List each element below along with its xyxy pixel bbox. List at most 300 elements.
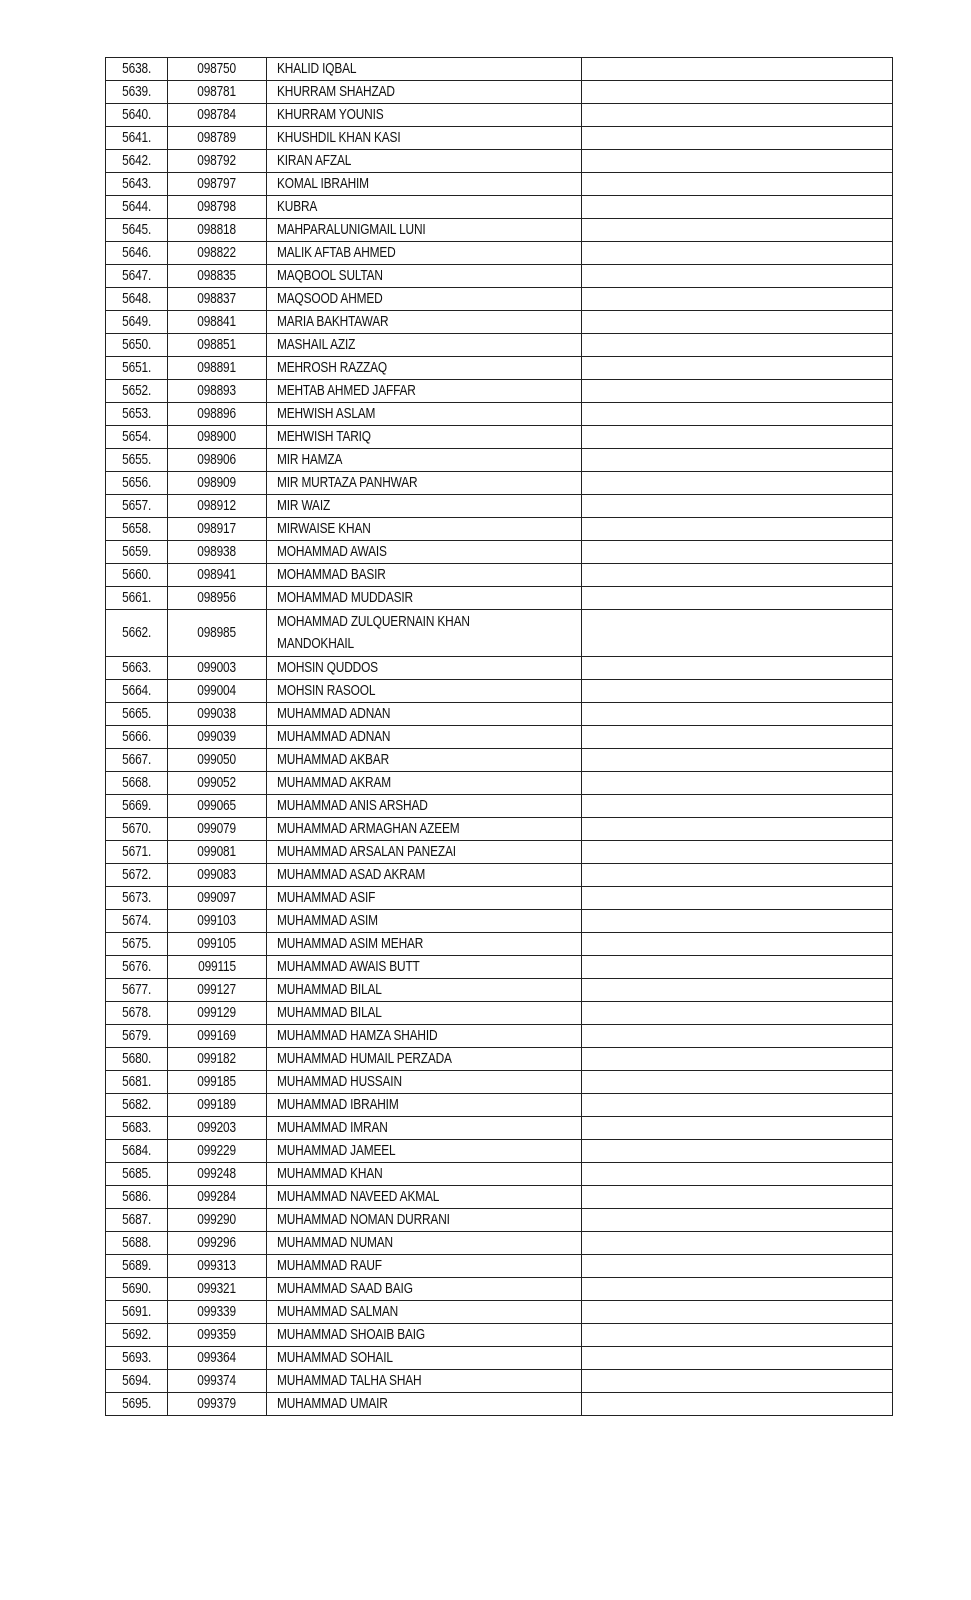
roll-number-cell xyxy=(168,403,267,426)
table-row xyxy=(106,1002,893,1025)
roll-number-cell xyxy=(168,1324,267,1347)
table-row xyxy=(106,495,893,518)
table-row xyxy=(106,979,893,1002)
table-row xyxy=(106,518,893,541)
candidate-name-cell xyxy=(267,1370,582,1393)
candidate-name-cell xyxy=(267,587,582,610)
serial-number-cell-text: 5686. xyxy=(122,1189,151,1205)
roll-number-cell-text: 098798 xyxy=(197,199,237,215)
candidate-name-cell-text: MUHAMMAD JAMEEL xyxy=(277,1143,396,1159)
table-row xyxy=(106,173,893,196)
serial-number-cell xyxy=(106,1048,168,1071)
serial-number-cell xyxy=(106,541,168,564)
roll-number-cell-text: 099203 xyxy=(197,1120,237,1136)
candidate-name-cell xyxy=(267,956,582,979)
remarks-cell xyxy=(582,1278,893,1301)
candidate-name-cell-text: MUHAMMAD ASAD AKRAM xyxy=(277,867,426,883)
candidate-name-cell-text: MIR MURTAZA PANHWAR xyxy=(277,475,418,491)
roll-number-cell-text: 099229 xyxy=(197,1143,237,1159)
roll-number-cell xyxy=(168,795,267,818)
serial-number-cell-text: 5685. xyxy=(122,1166,151,1182)
remarks-cell xyxy=(582,1347,893,1370)
remarks-cell xyxy=(582,864,893,887)
table-row xyxy=(106,357,893,380)
table-row xyxy=(106,104,893,127)
serial-number-cell-text: 5643. xyxy=(122,176,151,192)
serial-number-cell-text: 5661. xyxy=(122,590,151,606)
roll-number-cell xyxy=(168,1301,267,1324)
table-row xyxy=(106,1301,893,1324)
candidate-name-cell-text: MAHPARALUNIGMAIL LUNI xyxy=(277,222,426,238)
roll-number-cell xyxy=(168,357,267,380)
remarks-cell xyxy=(582,1117,893,1140)
table-row xyxy=(106,680,893,703)
candidate-name-cell xyxy=(267,150,582,173)
serial-number-cell xyxy=(106,1025,168,1048)
candidate-name-cell xyxy=(267,265,582,288)
candidate-name-cell-text: MUHAMMAD AKBAR xyxy=(277,752,390,768)
roll-number-cell xyxy=(168,426,267,449)
roll-number-cell xyxy=(168,288,267,311)
candidate-name-cell-text: MALIK AFTAB AHMED xyxy=(277,245,396,261)
table-row xyxy=(106,1393,893,1416)
serial-number-cell xyxy=(106,864,168,887)
candidate-name-cell xyxy=(267,657,582,680)
candidate-name-cell-text: MEHWISH TARIQ xyxy=(277,429,371,445)
serial-number-cell xyxy=(106,58,168,81)
roll-number-cell xyxy=(168,864,267,887)
candidate-name-cell-text: MOHAMMAD AWAIS xyxy=(277,544,387,560)
candidate-name-cell xyxy=(267,1209,582,1232)
roll-number-cell xyxy=(168,1209,267,1232)
roll-number-cell xyxy=(168,196,267,219)
remarks-cell xyxy=(582,495,893,518)
table-row xyxy=(106,541,893,564)
candidate-name-cell-text: MIR WAIZ xyxy=(277,498,331,514)
serial-number-cell-text: 5677. xyxy=(122,982,151,998)
candidate-name-cell xyxy=(267,449,582,472)
roll-number-cell-text: 099097 xyxy=(197,890,237,906)
table-row xyxy=(106,933,893,956)
candidate-name-cell-text: MUHAMMAD SOHAIL xyxy=(277,1350,393,1366)
candidate-name-cell xyxy=(267,472,582,495)
serial-number-cell xyxy=(106,1094,168,1117)
candidate-name-cell xyxy=(267,910,582,933)
serial-number-cell-text: 5672. xyxy=(122,867,151,883)
remarks-cell xyxy=(582,288,893,311)
table-row xyxy=(106,795,893,818)
candidate-name-cell xyxy=(267,703,582,726)
serial-number-cell-text: 5667. xyxy=(122,752,151,768)
candidate-name-cell-text: MUHAMMAD RAUF xyxy=(277,1258,382,1274)
table-row xyxy=(106,1163,893,1186)
roll-number-cell-text: 099379 xyxy=(197,1396,237,1412)
table-row xyxy=(106,749,893,772)
candidate-name-cell xyxy=(267,334,582,357)
roll-number-cell-text: 099359 xyxy=(197,1327,237,1343)
roll-number-cell xyxy=(168,173,267,196)
candidate-name-cell xyxy=(267,680,582,703)
table-row xyxy=(106,910,893,933)
serial-number-cell-text: 5659. xyxy=(122,544,151,560)
candidate-name-cell xyxy=(267,1324,582,1347)
table-row xyxy=(106,81,893,104)
remarks-cell xyxy=(582,1071,893,1094)
remarks-cell xyxy=(582,956,893,979)
serial-number-cell xyxy=(106,311,168,334)
roll-number-cell xyxy=(168,887,267,910)
candidate-name-cell-text: MEHTAB AHMED JAFFAR xyxy=(277,383,416,399)
candidate-name-cell xyxy=(267,495,582,518)
roll-number-cell xyxy=(168,472,267,495)
candidate-name-cell-text: MARIA BAKHTAWAR xyxy=(277,314,389,330)
remarks-cell xyxy=(582,81,893,104)
table-row xyxy=(106,726,893,749)
serial-number-cell-text: 5645. xyxy=(122,222,151,238)
remarks-cell xyxy=(582,1370,893,1393)
candidate-name-cell-text: MUHAMMAD SAAD BAIG xyxy=(277,1281,413,1297)
candidate-name-cell-text: MAQBOOL SULTAN xyxy=(277,268,383,284)
candidate-name-cell xyxy=(267,173,582,196)
candidate-name-cell xyxy=(267,311,582,334)
serial-number-cell-text: 5687. xyxy=(122,1212,151,1228)
roll-number-cell xyxy=(168,495,267,518)
serial-number-cell-text: 5650. xyxy=(122,337,151,353)
serial-number-cell xyxy=(106,726,168,749)
candidate-name-cell-text: MASHAIL AZIZ xyxy=(277,337,356,353)
serial-number-cell-text: 5663. xyxy=(122,660,151,676)
table-row xyxy=(106,219,893,242)
roll-number-cell-text: 099321 xyxy=(197,1281,237,1297)
serial-number-cell xyxy=(106,1393,168,1416)
roll-number-cell-text: 099296 xyxy=(197,1235,237,1251)
serial-number-cell-text: 5671. xyxy=(122,844,151,860)
candidate-name-cell-text: MUHAMMAD ARMAGHAN AZEEM xyxy=(277,821,460,837)
roll-number-cell xyxy=(168,772,267,795)
serial-number-cell-text: 5639. xyxy=(122,84,151,100)
candidate-list-body xyxy=(106,58,893,1416)
serial-number-cell xyxy=(106,150,168,173)
serial-number-cell-text: 5649. xyxy=(122,314,151,330)
roll-number-cell-text: 099103 xyxy=(197,913,237,929)
table-row xyxy=(106,1186,893,1209)
candidate-name-cell xyxy=(267,1163,582,1186)
candidate-name-cell-text: KHUSHDIL KHAN KASI xyxy=(277,130,401,146)
candidate-name-cell-text: MUHAMMAD BILAL xyxy=(277,982,382,998)
candidate-name-cell-text: KOMAL IBRAHIM xyxy=(277,176,369,192)
roll-number-cell-text: 099105 xyxy=(197,936,237,952)
serial-number-cell xyxy=(106,1117,168,1140)
candidate-name-cell xyxy=(267,1071,582,1094)
remarks-cell xyxy=(582,58,893,81)
roll-number-cell-text: 099127 xyxy=(197,982,237,998)
serial-number-cell-text: 5641. xyxy=(122,130,151,146)
serial-number-cell xyxy=(106,104,168,127)
serial-number-cell-text: 5673. xyxy=(122,890,151,906)
candidate-name-cell xyxy=(267,1094,582,1117)
serial-number-cell-text: 5683. xyxy=(122,1120,151,1136)
candidate-name-cell-text: MUHAMMAD HUMAIL PERZADA xyxy=(277,1051,452,1067)
roll-number-cell-text: 099079 xyxy=(197,821,237,837)
roll-number-cell xyxy=(168,956,267,979)
serial-number-cell-text: 5642. xyxy=(122,153,151,169)
roll-number-cell-text: 098841 xyxy=(197,314,237,330)
candidate-name-cell xyxy=(267,1255,582,1278)
serial-number-cell xyxy=(106,933,168,956)
candidate-name-cell-text: MOHSIN QUDDOS xyxy=(277,660,378,676)
serial-number-cell-text: 5675. xyxy=(122,936,151,952)
serial-number-cell xyxy=(106,564,168,587)
table-row xyxy=(106,196,893,219)
serial-number-cell xyxy=(106,357,168,380)
roll-number-cell-text: 099039 xyxy=(197,729,237,745)
remarks-cell xyxy=(582,795,893,818)
roll-number-cell-text: 099169 xyxy=(197,1028,237,1044)
remarks-cell xyxy=(582,426,893,449)
candidate-name-cell xyxy=(267,749,582,772)
candidate-name-cell-text: MAQSOOD AHMED xyxy=(277,291,383,307)
serial-number-cell xyxy=(106,1002,168,1025)
candidate-name-cell xyxy=(267,933,582,956)
roll-number-cell xyxy=(168,334,267,357)
remarks-cell xyxy=(582,587,893,610)
serial-number-cell xyxy=(106,1071,168,1094)
candidate-name-cell-text: KIRAN AFZAL xyxy=(277,153,352,169)
candidate-name-cell xyxy=(267,196,582,219)
roll-number-cell-text: 099290 xyxy=(197,1212,237,1228)
roll-number-cell-text: 099284 xyxy=(197,1189,237,1205)
roll-number-cell-text: 099081 xyxy=(197,844,237,860)
remarks-cell xyxy=(582,680,893,703)
remarks-cell xyxy=(582,910,893,933)
candidate-name-cell xyxy=(267,1048,582,1071)
serial-number-cell-text: 5666. xyxy=(122,729,151,745)
remarks-cell xyxy=(582,610,893,657)
candidate-name-cell-text: KHURRAM SHAHZAD xyxy=(277,84,395,100)
serial-number-cell xyxy=(106,887,168,910)
candidate-name-cell-text: MOHAMMAD ZULQUERNAIN KHAN MANDOKHAIL xyxy=(277,614,470,652)
candidate-name-cell-text: KHURRAM YOUNIS xyxy=(277,107,384,123)
serial-number-cell-text: 5646. xyxy=(122,245,151,261)
serial-number-cell xyxy=(106,587,168,610)
roll-number-cell-text: 098917 xyxy=(197,521,237,537)
table-row xyxy=(106,1278,893,1301)
roll-number-cell xyxy=(168,449,267,472)
roll-number-cell-text: 098985 xyxy=(197,625,237,641)
serial-number-cell xyxy=(106,472,168,495)
table-row xyxy=(106,1094,893,1117)
roll-number-cell xyxy=(168,1025,267,1048)
serial-number-cell xyxy=(106,1186,168,1209)
roll-number-cell xyxy=(168,265,267,288)
table-row xyxy=(106,242,893,265)
roll-number-cell-text: 098837 xyxy=(197,291,237,307)
serial-number-cell xyxy=(106,841,168,864)
table-row xyxy=(106,311,893,334)
candidate-name-cell-text: MOHAMMAD BASIR xyxy=(277,567,386,583)
serial-number-cell-text: 5654. xyxy=(122,429,151,445)
table-row xyxy=(106,1347,893,1370)
remarks-cell xyxy=(582,1002,893,1025)
remarks-cell xyxy=(582,1025,893,1048)
roll-number-cell xyxy=(168,104,267,127)
remarks-cell xyxy=(582,1209,893,1232)
serial-number-cell xyxy=(106,403,168,426)
roll-number-cell xyxy=(168,1117,267,1140)
remarks-cell xyxy=(582,449,893,472)
table-row xyxy=(106,587,893,610)
roll-number-cell xyxy=(168,1255,267,1278)
candidate-name-cell-text: MUHAMMAD SALMAN xyxy=(277,1304,399,1320)
remarks-cell xyxy=(582,1301,893,1324)
remarks-cell xyxy=(582,1393,893,1416)
serial-number-cell-text: 5648. xyxy=(122,291,151,307)
table-row xyxy=(106,1209,893,1232)
remarks-cell xyxy=(582,657,893,680)
candidate-name-cell xyxy=(267,818,582,841)
candidate-name-cell xyxy=(267,887,582,910)
serial-number-cell xyxy=(106,495,168,518)
remarks-cell xyxy=(582,1094,893,1117)
roll-number-cell-text: 099115 xyxy=(198,959,236,975)
remarks-cell xyxy=(582,749,893,772)
serial-number-cell xyxy=(106,1232,168,1255)
serial-number-cell xyxy=(106,1163,168,1186)
remarks-cell xyxy=(582,772,893,795)
roll-number-cell-text: 098789 xyxy=(197,130,237,146)
candidate-name-cell-text: MUHAMMAD UMAIR xyxy=(277,1396,388,1412)
roll-number-cell xyxy=(168,219,267,242)
serial-number-cell-text: 5676. xyxy=(122,959,151,975)
roll-number-cell-text: 099313 xyxy=(197,1258,237,1274)
remarks-cell xyxy=(582,334,893,357)
roll-number-cell-text: 099065 xyxy=(197,798,237,814)
candidate-name-cell-text: MOHSIN RASOOL xyxy=(277,683,376,699)
roll-number-cell-text: 098797 xyxy=(197,176,237,192)
roll-number-cell xyxy=(168,150,267,173)
roll-number-cell-text: 099052 xyxy=(197,775,237,791)
roll-number-cell xyxy=(168,657,267,680)
candidate-name-cell xyxy=(267,1232,582,1255)
serial-number-cell-text: 5662. xyxy=(122,625,151,641)
serial-number-cell xyxy=(106,380,168,403)
serial-number-cell-text: 5664. xyxy=(122,683,151,699)
candidate-name-cell xyxy=(267,1002,582,1025)
table-row xyxy=(106,772,893,795)
roll-number-cell xyxy=(168,587,267,610)
remarks-cell xyxy=(582,818,893,841)
serial-number-cell xyxy=(106,173,168,196)
candidate-name-cell xyxy=(267,1347,582,1370)
roll-number-cell-text: 098906 xyxy=(197,452,237,468)
serial-number-cell-text: 5695. xyxy=(122,1396,151,1412)
table-row xyxy=(106,610,893,657)
serial-number-cell-text: 5691. xyxy=(122,1304,151,1320)
remarks-cell xyxy=(582,1140,893,1163)
serial-number-cell-text: 5678. xyxy=(122,1005,151,1021)
serial-number-cell xyxy=(106,703,168,726)
serial-number-cell xyxy=(106,749,168,772)
roll-number-cell-text: 099339 xyxy=(197,1304,237,1320)
serial-number-cell xyxy=(106,219,168,242)
candidate-name-cell xyxy=(267,1278,582,1301)
serial-number-cell xyxy=(106,426,168,449)
roll-number-cell xyxy=(168,311,267,334)
roll-number-cell-text: 098941 xyxy=(197,567,237,583)
roll-number-cell xyxy=(168,749,267,772)
roll-number-cell-text: 099374 xyxy=(197,1373,237,1389)
candidate-name-cell xyxy=(267,127,582,150)
remarks-cell xyxy=(582,1163,893,1186)
candidate-name-cell-text: MUHAMMAD IMRAN xyxy=(277,1120,388,1136)
serial-number-cell xyxy=(106,1370,168,1393)
roll-number-cell xyxy=(168,1163,267,1186)
remarks-cell xyxy=(582,1048,893,1071)
roll-number-cell xyxy=(168,541,267,564)
serial-number-cell-text: 5660. xyxy=(122,567,151,583)
roll-number-cell-text: 098891 xyxy=(197,360,237,376)
roll-number-cell-text: 098818 xyxy=(197,222,237,238)
table-row xyxy=(106,887,893,910)
roll-number-cell xyxy=(168,1370,267,1393)
roll-number-cell xyxy=(168,58,267,81)
remarks-cell xyxy=(582,127,893,150)
serial-number-cell xyxy=(106,334,168,357)
serial-number-cell-text: 5657. xyxy=(122,498,151,514)
serial-number-cell xyxy=(106,979,168,1002)
candidate-name-cell xyxy=(267,979,582,1002)
candidate-name-cell-text: MUHAMMAD AWAIS BUTT xyxy=(277,959,420,975)
candidate-name-cell xyxy=(267,1393,582,1416)
serial-number-cell-text: 5638. xyxy=(122,61,151,77)
remarks-cell xyxy=(582,472,893,495)
serial-number-cell xyxy=(106,956,168,979)
candidate-name-cell-text: MUHAMMAD NUMAN xyxy=(277,1235,393,1251)
candidate-name-cell xyxy=(267,58,582,81)
serial-number-cell-text: 5658. xyxy=(122,521,151,537)
remarks-cell xyxy=(582,196,893,219)
roll-number-cell-text: 098822 xyxy=(197,245,237,261)
table-row xyxy=(106,864,893,887)
remarks-cell xyxy=(582,357,893,380)
serial-number-cell xyxy=(106,265,168,288)
candidate-name-cell xyxy=(267,795,582,818)
serial-number-cell xyxy=(106,1301,168,1324)
roll-number-cell-text: 098784 xyxy=(197,107,237,123)
candidate-name-cell xyxy=(267,288,582,311)
serial-number-cell xyxy=(106,610,168,657)
serial-number-cell-text: 5692. xyxy=(122,1327,151,1343)
serial-number-cell-text: 5651. xyxy=(122,360,151,376)
roll-number-cell-text: 099189 xyxy=(197,1097,237,1113)
candidate-name-cell-text: MUHAMMAD KHAN xyxy=(277,1166,383,1182)
serial-number-cell xyxy=(106,772,168,795)
roll-number-cell xyxy=(168,564,267,587)
roll-number-cell xyxy=(168,818,267,841)
candidate-name-cell-text: MUHAMMAD ADNAN xyxy=(277,706,391,722)
remarks-cell xyxy=(582,564,893,587)
serial-number-cell-text: 5644. xyxy=(122,199,151,215)
candidate-name-cell xyxy=(267,772,582,795)
serial-number-cell-text: 5679. xyxy=(122,1028,151,1044)
remarks-cell xyxy=(582,150,893,173)
remarks-cell xyxy=(582,104,893,127)
remarks-cell xyxy=(582,242,893,265)
table-row xyxy=(106,1048,893,1071)
candidate-name-cell-text: MUHAMMAD ADNAN xyxy=(277,729,391,745)
candidate-name-cell xyxy=(267,403,582,426)
candidate-name-cell xyxy=(267,357,582,380)
